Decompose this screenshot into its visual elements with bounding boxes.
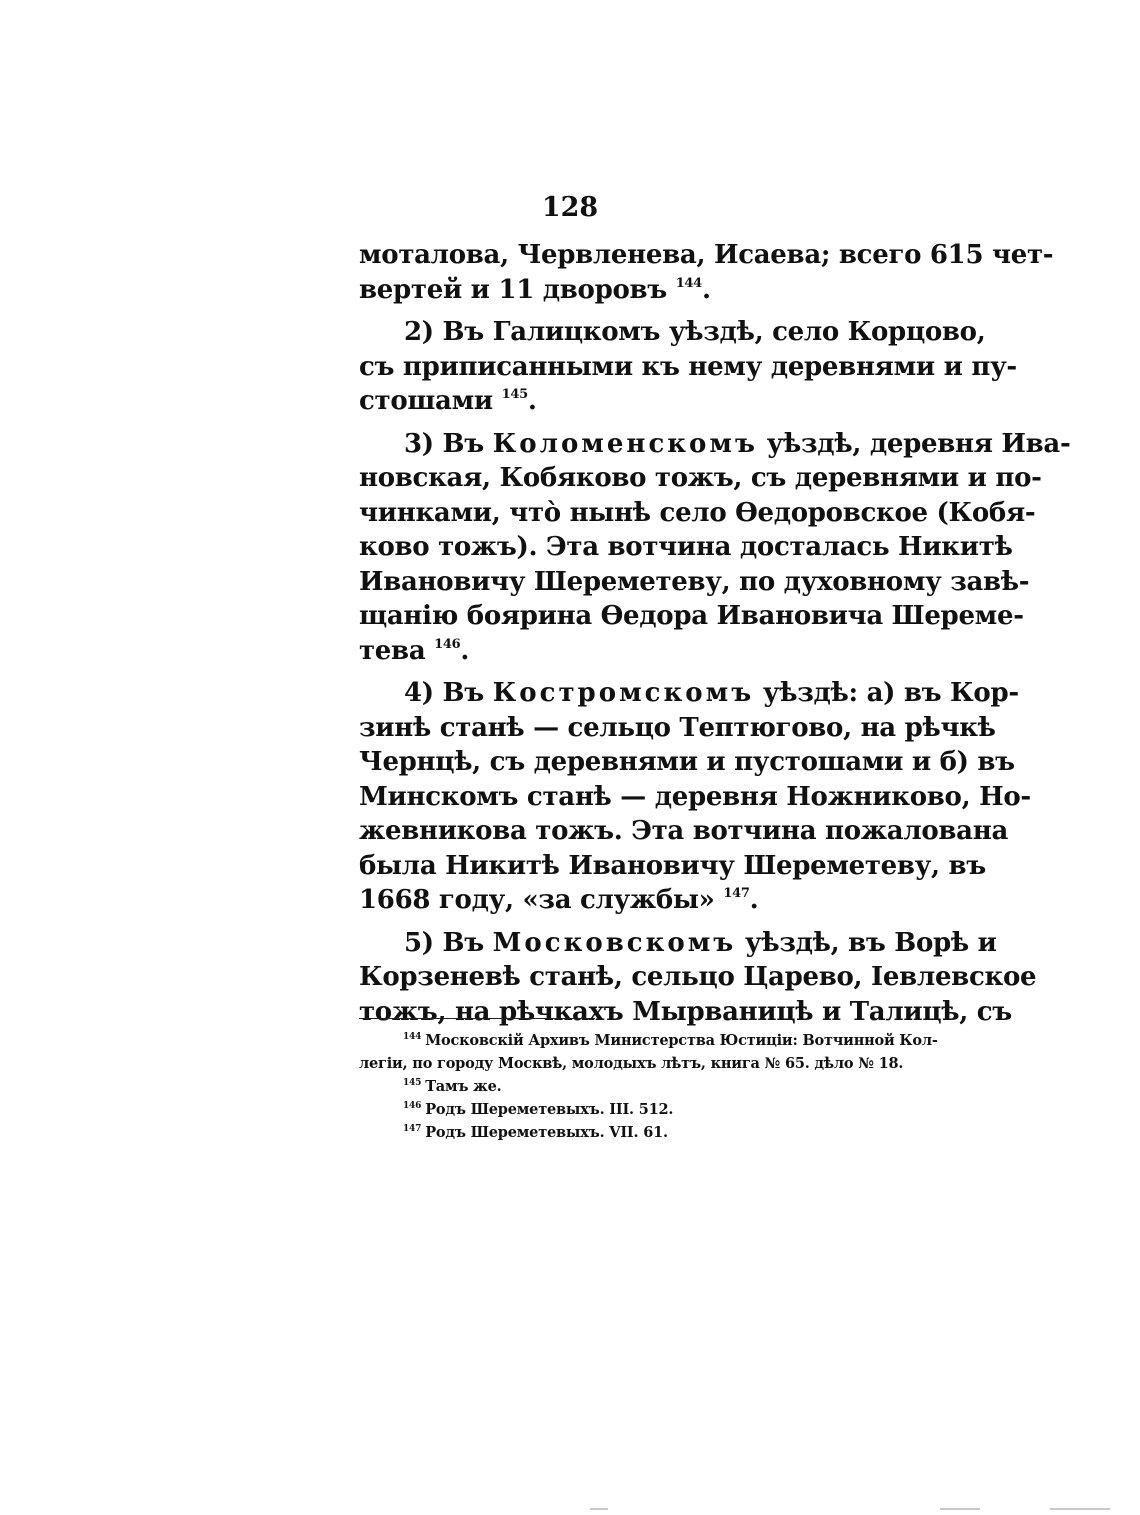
text-line: [359, 315, 986, 350]
spaced-district-name: Костромскомъ: [492, 678, 755, 708]
text-line: [359, 849, 986, 884]
text-line: [359, 711, 996, 746]
paragraph: [359, 676, 1031, 918]
text-segment: чинками, что̀ нынѣ село Ѳедоровское (Кобя-: [359, 497, 1036, 528]
text-segment: жевникова тожъ. Эта вотчина пожалована: [359, 816, 1008, 846]
text-segment: 1668 году, «за службы»: [359, 885, 715, 915]
footnote: [359, 1029, 941, 1075]
footnote: [359, 1098, 941, 1121]
text-segment: стошами: [359, 386, 493, 416]
text-line: [359, 384, 941, 419]
text-line: [359, 496, 1036, 531]
text-segment: Минскомъ станѣ — деревня Ножниково, Но-: [359, 781, 1031, 812]
footnote-number: 147: [403, 1124, 422, 1134]
paragraph: [359, 427, 1071, 669]
text-line: [359, 926, 997, 961]
text-segment: съ приписанными къ нему деревнями и пу-: [359, 351, 1017, 382]
text-segment: уѣздѣ, деревня Ива-: [757, 428, 1071, 459]
text-line: [359, 995, 1012, 1030]
footnote-text: Родъ Шереметевыхъ. III. 512.: [425, 1101, 674, 1118]
text-line: [359, 780, 1031, 815]
scan-artifact: [940, 1508, 980, 1510]
scan-artifact: [590, 1508, 608, 1510]
footnote: [359, 1075, 941, 1098]
text-line: [359, 634, 941, 669]
footnote-number: 144: [403, 1032, 422, 1042]
footnote-ref: 145: [501, 387, 528, 402]
footnote-ref: 146: [434, 636, 461, 652]
text-line: [359, 565, 1030, 600]
footnote-text: Московскій Архивъ Министерства Юстиціи: Вотчинной Кол-: [425, 1032, 938, 1049]
footnote-line: [359, 1052, 941, 1075]
footnote-number: 146: [403, 1101, 422, 1111]
text-line: [359, 960, 1037, 995]
footnote: [359, 1121, 941, 1144]
text-line: [359, 745, 1015, 780]
text-segment: тожъ, на рѣчкахъ Мырваницѣ и Талицѣ, съ: [359, 996, 1012, 1027]
text-segment: была Никитѣ Ивановичу Шереметеву, въ: [359, 850, 986, 881]
text-line: [359, 350, 1017, 385]
text-segment: моталова, Червленева, Исаева; всего 615 чет-: [359, 240, 1054, 270]
text-line: [359, 530, 1013, 565]
text-segment: Чернцѣ, съ деревнями и пустошами и б) въ: [359, 747, 1015, 777]
footnote-line: [359, 1075, 941, 1098]
text-line: [359, 883, 941, 918]
text-line: [359, 814, 1008, 849]
page-number: 128: [541, 192, 599, 223]
text-segment: тева: [359, 635, 426, 666]
paragraph: [359, 926, 1037, 1030]
footnote-line: [359, 1098, 941, 1121]
text-segment: 5) Въ: [404, 927, 493, 958]
footnote-ref: 144: [675, 275, 702, 291]
footnote-text: Родъ Шереметевыхъ. VII. 61.: [425, 1124, 668, 1141]
text-segment: 4) Въ: [404, 678, 493, 708]
footnote-text: легіи, по городу Москвѣ, молодыхъ лѣтъ, книга № 65. дѣло № 18.: [359, 1055, 904, 1072]
text-line: [359, 427, 1071, 462]
footnote-separator: [359, 1018, 595, 1019]
text-segment: щанію боярина Ѳедора Ивановича Шереме-: [359, 601, 1024, 631]
text-line: [359, 461, 1042, 496]
footnotes: [359, 1029, 941, 1144]
spaced-district-name: Коломенскомъ: [492, 428, 758, 459]
punctuation: .: [749, 885, 759, 915]
text-line: [359, 238, 1054, 273]
body-text: [359, 238, 1071, 1037]
text-segment: Корзеневѣ станѣ, сельцо Царево, Іевлевское: [359, 962, 1037, 992]
paragraph: [359, 238, 1054, 307]
text-line: [359, 273, 941, 308]
scan-artifact: [1050, 1508, 1110, 1510]
text-line: [359, 676, 1019, 711]
punctuation: .: [460, 635, 470, 666]
text-segment: вертей и 11 дворовъ: [359, 274, 667, 305]
footnote-number: 145: [403, 1078, 422, 1088]
footnote-ref: 147: [723, 886, 750, 901]
punctuation: .: [527, 386, 537, 416]
text-segment: Ивановичу Шереметеву, по духовному завѣ-: [359, 566, 1030, 597]
text-segment: уѣздѣ, въ Ворѣ и: [736, 927, 997, 958]
spaced-district-name: Московскомъ: [492, 927, 737, 958]
text-segment: новская, Кобяково тожъ, съ деревнями и по-: [359, 463, 1042, 493]
footnote-line: [359, 1121, 941, 1144]
text-segment: 2) Въ Галицкомъ уѣздѣ, село Корцово,: [404, 317, 986, 347]
footnote-text: Тамъ же.: [425, 1078, 502, 1095]
text-segment: уѣздѣ: а) въ Кор-: [754, 678, 1019, 708]
text-segment: зинѣ станѣ — сельцо Тептюгово, на рѣчкѣ: [359, 712, 996, 743]
punctuation: .: [701, 274, 711, 305]
text-segment: 3) Въ: [404, 428, 493, 459]
text-line: [359, 599, 1024, 634]
footnote-line: [359, 1029, 941, 1052]
text-segment: ково тожъ). Эта вотчина досталась Никитѣ: [359, 532, 1013, 562]
paragraph: [359, 315, 1017, 419]
